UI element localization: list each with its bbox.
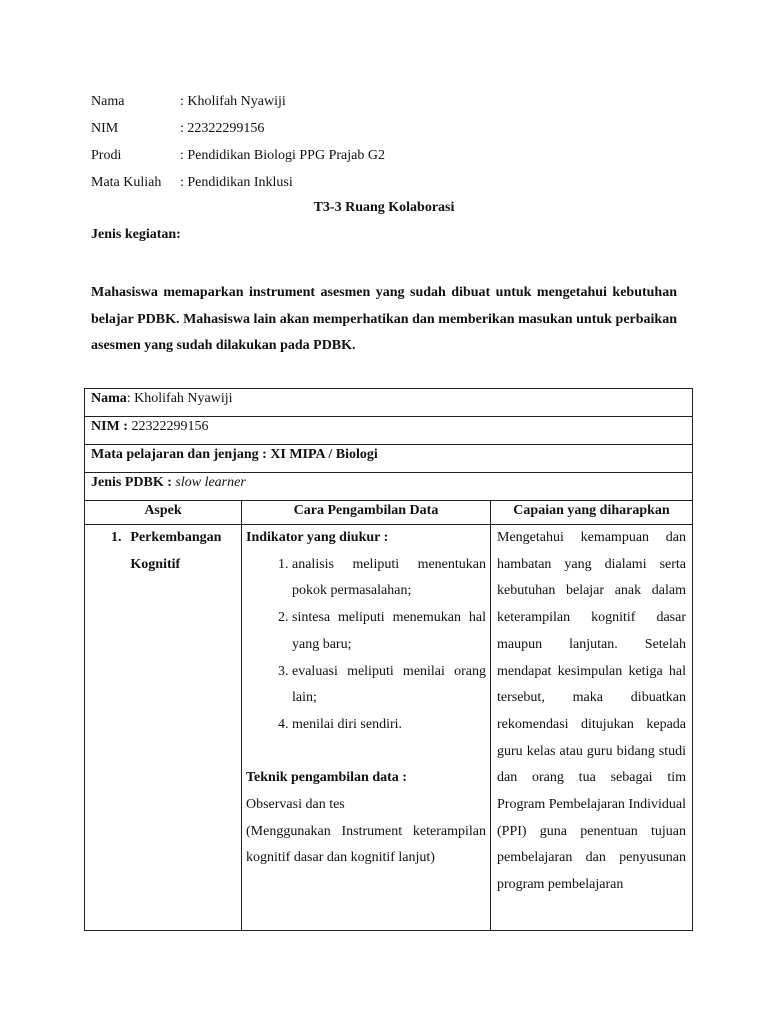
teknik-note: (Menggunakan Instrument keterampilan kognitif dasar dan kognitif lanjut) [246, 823, 486, 866]
list-item: 1. analisis meliputi menentukan pokok permasalahan; [292, 552, 486, 605]
aspek-number: 1. [111, 530, 122, 545]
cara-cell [242, 525, 491, 931]
info-row-prodi [91, 146, 385, 173]
nama-row [85, 389, 693, 417]
assessment-table [84, 388, 693, 931]
nama-label: Nama [91, 391, 127, 406]
nim-value: 22322299156 [127, 419, 209, 434]
nim-label: NIM : [91, 419, 128, 434]
info-label: Prodi [91, 148, 122, 163]
info-value: : Pendidikan Biologi PPG Prajab G2 [180, 148, 385, 163]
table-header-row [85, 501, 693, 525]
teknik-value: Observasi dan tes [246, 797, 345, 813]
list-item: 3. evaluasi meliputi menilai orang lain; [292, 659, 486, 712]
info-value: : Pendidikan Inklusi [180, 175, 293, 190]
student-info [91, 92, 385, 200]
teknik-label: Teknik pengambilan data : [246, 770, 407, 786]
table-row [85, 525, 693, 931]
pdbk-row [85, 473, 693, 501]
header-capaian: Capaian yang diharapkan [491, 501, 693, 525]
header-cara: Cara Pengambilan Data [242, 501, 491, 525]
info-label: Mata Kuliah [91, 175, 162, 190]
aspek-text: Perkembangan Kognitif [130, 530, 222, 572]
nim-row [85, 417, 693, 445]
list-item: 2. sintesa meliputi menemukan hal yang baru; [292, 605, 486, 658]
capaian-cell: Mengetahui kemampuan dan hambatan yang dialami serta kebutuhan belajar anak dalam keterampilan kognitif dasar maupun lanjutan. Setelah mendapat kesimpulan ketiga hal tersebut, maka dibuatkan rekomendasi ditujukan kepada guru kelas atau guru bidang studi dan orang tua sebagai tim Program Pembelajaran Individual (PPI) guna penentuan tujuan pembelajaran dan penyusunan program pembelajaran [491, 525, 693, 931]
pdbk-value: slow learner [171, 475, 246, 490]
info-label: Nama [91, 94, 125, 109]
indikator-list [246, 552, 486, 739]
jenis-kegiatan-heading: Jenis kegiatan: [91, 227, 181, 242]
info-row-nama [91, 92, 385, 119]
info-value: : Kholifah Nyawiji [180, 94, 286, 109]
document-title: T3-3 Ruang Kolaborasi [313, 200, 455, 215]
nama-value: : Kholifah Nyawiji [126, 391, 233, 406]
info-row-nim [91, 119, 385, 146]
info-label: NIM [91, 121, 119, 136]
list-item: 4. menilai diri sendiri. [292, 712, 486, 739]
header-aspek: Aspek [85, 501, 242, 525]
indikator-label: Indikator yang diukur : [246, 530, 389, 545]
activity-description: Mahasiswa memaparkan instrument asesmen yang sudah dibuat untuk mengetahui kebutuhan belajar PDBK. Mahasiswa lain akan memperhatikan dan memberikan masukan untuk perbaikan asesmen yang sudah dilakukan pada PDBK. [91, 285, 677, 353]
mapel-row: Mata pelajaran dan jenjang : XI MIPA / Biologi [85, 445, 693, 473]
pdbk-label: Jenis PDBK : [91, 475, 172, 490]
info-value: : 22322299156 [180, 121, 265, 136]
aspek-cell [85, 525, 242, 931]
info-row-mata-kuliah [91, 173, 385, 200]
